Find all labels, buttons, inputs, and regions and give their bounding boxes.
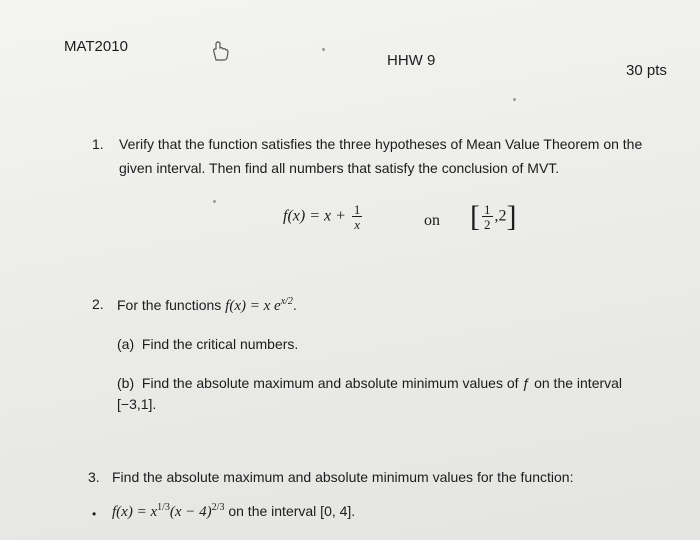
q2-text — [117, 296, 297, 315]
paper-speck — [322, 48, 325, 51]
q3-exp1: 1/3 — [157, 502, 170, 513]
q3-exp2: 2/3 — [211, 502, 225, 513]
q3-func-start: f(x) = x — [112, 504, 158, 520]
q2-func: f(x) = x e — [225, 298, 281, 314]
q3-func-mid: (x − 4) — [169, 504, 212, 520]
q3-text: Find the absolute maximum and absolute minimum values for the function: — [112, 469, 574, 485]
q2-text-start: For the functions — [117, 297, 226, 313]
q1-interval: [ $\frac{1}{2}$ ,2] — [470, 200, 517, 233]
q2b-label: (b) — [117, 375, 135, 391]
q1-on: on — [424, 212, 440, 229]
hand-pointer-icon — [208, 40, 232, 62]
q2-exponent: x/2 — [280, 296, 293, 307]
paper-speck — [213, 200, 216, 203]
q3-bullet: • — [92, 507, 97, 521]
q1-number: 1. — [92, 136, 104, 152]
q1-function — [283, 203, 364, 231]
q1-text-line1: Verify that the function satisfies the three hypotheses of Mean Value Theorem on the — [119, 136, 643, 152]
q2a-text: Find the critical numbers. — [141, 336, 299, 352]
q1-frac-num: 1 — [353, 202, 361, 217]
q1-frac-den: x — [354, 217, 361, 232]
assignment-title: HHW 9 — [387, 52, 436, 69]
q1-interval-num: 1 — [484, 202, 491, 217]
q3-func-end: on the interval [0, 4]. — [224, 503, 356, 519]
q3-number: 3. — [88, 469, 100, 485]
paper-speck — [513, 98, 516, 101]
q2b-line1 — [117, 375, 622, 391]
q1-interval-fraction — [482, 203, 493, 231]
q2b-interval: [−3,1]. — [117, 396, 157, 412]
q3-function — [112, 502, 355, 521]
q2-number: 2. — [92, 296, 104, 312]
q1-func-lhs: f(x) = x + — [283, 207, 350, 225]
q1-interval-end: ,2 — [494, 207, 507, 225]
q1-interval-den: 2 — [484, 217, 491, 232]
q2a-label: (a) — [117, 336, 135, 352]
q1-fraction — [352, 203, 363, 231]
q2a — [117, 336, 298, 352]
q2-period: . — [292, 297, 297, 313]
q2b-text: Find the absolute maximum and absolute minimum values of ƒ on the interval — [141, 375, 623, 391]
points-label: 30 pts — [626, 62, 667, 79]
q1-text-line2: given interval. Then find all numbers that satisfy the conclusion of MVT. — [119, 160, 560, 176]
course-code: MAT2010 — [64, 38, 128, 55]
